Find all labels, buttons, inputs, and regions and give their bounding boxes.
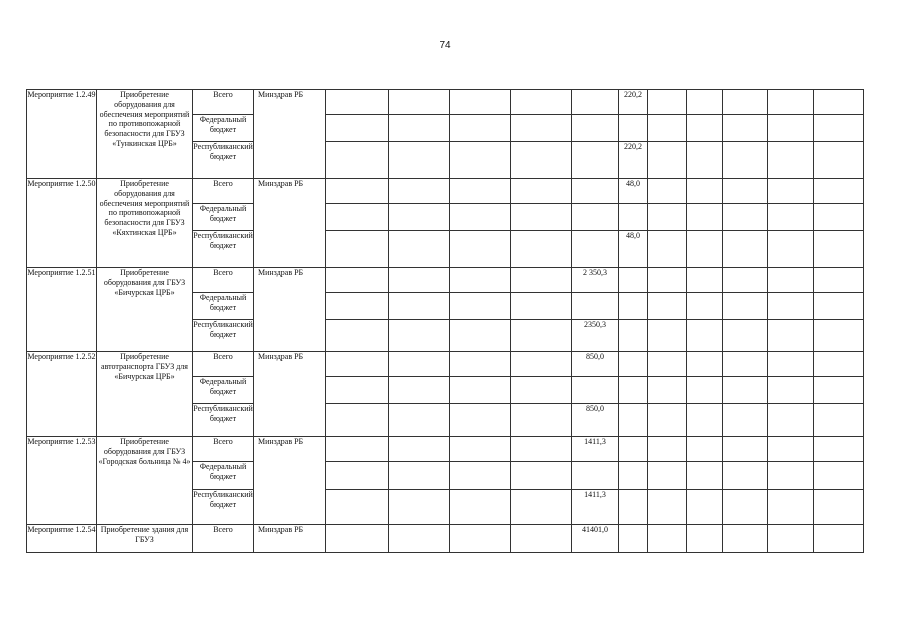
table-row xyxy=(27,352,864,377)
empty-cell xyxy=(389,268,450,293)
empty-cell xyxy=(511,142,572,179)
value-cell: 48,0 xyxy=(619,231,648,268)
value-cell: 850,0 xyxy=(572,404,619,437)
value-cell: 48,0 xyxy=(619,179,648,204)
empty-cell xyxy=(450,90,511,115)
value-cell xyxy=(619,525,648,553)
empty-cell xyxy=(687,204,723,231)
empty-cell xyxy=(723,142,768,179)
value-cell xyxy=(572,231,619,268)
empty-cell xyxy=(450,525,511,553)
empty-cell xyxy=(723,90,768,115)
empty-cell xyxy=(450,404,511,437)
executor-cell: Минздрав РБ xyxy=(254,268,326,352)
empty-cell xyxy=(648,204,687,231)
empty-cell xyxy=(389,179,450,204)
empty-cell xyxy=(450,462,511,490)
empty-cell xyxy=(326,115,389,142)
empty-cell xyxy=(814,404,864,437)
funding-source-cell: Республиканский бюджет xyxy=(193,320,254,352)
empty-cell xyxy=(814,377,864,404)
table-row xyxy=(27,268,864,293)
event-name-cell: Приобретение оборудования для обеспечения мероприятий по противопожарной безопасности для ГБУЗ «Кяхтинская ЦРБ» xyxy=(97,179,193,268)
value-cell: 2 350,3 xyxy=(572,268,619,293)
event-id-cell: Мероприятие 1.2.53 xyxy=(27,437,97,525)
empty-cell xyxy=(511,377,572,404)
empty-cell xyxy=(511,404,572,437)
funding-source-cell: Федеральный бюджет xyxy=(193,293,254,320)
empty-cell xyxy=(326,231,389,268)
empty-cell xyxy=(723,204,768,231)
funding-source-cell: Республиканский бюджет xyxy=(193,490,254,525)
empty-cell xyxy=(814,204,864,231)
empty-cell xyxy=(723,437,768,462)
empty-cell xyxy=(450,490,511,525)
empty-cell xyxy=(450,293,511,320)
empty-cell xyxy=(389,293,450,320)
value-cell xyxy=(619,320,648,352)
empty-cell xyxy=(450,377,511,404)
empty-cell xyxy=(648,404,687,437)
empty-cell xyxy=(648,115,687,142)
value-cell xyxy=(619,352,648,377)
value-cell xyxy=(619,293,648,320)
empty-cell xyxy=(511,437,572,462)
empty-cell xyxy=(814,490,864,525)
value-cell xyxy=(619,404,648,437)
executor-cell: Минздрав РБ xyxy=(254,525,326,553)
empty-cell xyxy=(450,320,511,352)
empty-cell xyxy=(648,90,687,115)
empty-cell xyxy=(723,231,768,268)
empty-cell xyxy=(326,490,389,525)
empty-cell xyxy=(768,268,814,293)
empty-cell xyxy=(326,142,389,179)
empty-cell xyxy=(389,90,450,115)
funding-source-cell: Федеральный бюджет xyxy=(193,115,254,142)
empty-cell xyxy=(648,231,687,268)
funding-source-cell: Всего xyxy=(193,179,254,204)
empty-cell xyxy=(768,115,814,142)
funding-source-cell: Федеральный бюджет xyxy=(193,204,254,231)
empty-cell xyxy=(389,115,450,142)
value-cell xyxy=(572,377,619,404)
empty-cell xyxy=(450,352,511,377)
empty-cell xyxy=(687,462,723,490)
empty-cell xyxy=(723,462,768,490)
empty-cell xyxy=(814,437,864,462)
empty-cell xyxy=(814,462,864,490)
empty-cell xyxy=(814,142,864,179)
empty-cell xyxy=(648,437,687,462)
event-name-cell: Приобретение оборудования для ГБУЗ «Городская больница № 4» xyxy=(97,437,193,525)
empty-cell xyxy=(389,525,450,553)
empty-cell xyxy=(768,352,814,377)
empty-cell xyxy=(687,142,723,179)
event-id-cell: Мероприятие 1.2.51 xyxy=(27,268,97,352)
empty-cell xyxy=(389,377,450,404)
empty-cell xyxy=(389,320,450,352)
empty-cell xyxy=(326,437,389,462)
empty-cell xyxy=(687,490,723,525)
empty-cell xyxy=(768,320,814,352)
empty-cell xyxy=(814,179,864,204)
value-cell: 1411,3 xyxy=(572,437,619,462)
empty-cell xyxy=(511,352,572,377)
empty-cell xyxy=(389,142,450,179)
value-cell xyxy=(619,377,648,404)
empty-cell xyxy=(687,352,723,377)
empty-cell xyxy=(723,320,768,352)
funding-source-cell: Всего xyxy=(193,352,254,377)
empty-cell xyxy=(450,179,511,204)
empty-cell xyxy=(326,525,389,553)
empty-cell xyxy=(723,352,768,377)
funding-source-cell: Всего xyxy=(193,525,254,553)
empty-cell xyxy=(723,115,768,142)
value-cell xyxy=(572,142,619,179)
value-cell xyxy=(619,204,648,231)
executor-cell: Минздрав РБ xyxy=(254,90,326,179)
empty-cell xyxy=(450,204,511,231)
event-name-cell: Приобретение оборудования для обеспечения мероприятий по противопожарной безопасности для ГБУЗ «Тункинская ЦРБ» xyxy=(97,90,193,179)
empty-cell xyxy=(723,490,768,525)
table-row xyxy=(27,525,864,553)
empty-cell xyxy=(648,268,687,293)
value-cell xyxy=(619,115,648,142)
empty-cell xyxy=(389,462,450,490)
empty-cell xyxy=(389,204,450,231)
empty-cell xyxy=(648,377,687,404)
empty-cell xyxy=(687,320,723,352)
empty-cell xyxy=(511,268,572,293)
budget-table xyxy=(26,89,864,553)
value-cell: 850,0 xyxy=(572,352,619,377)
empty-cell xyxy=(814,320,864,352)
funding-source-cell: Республиканский бюджет xyxy=(193,404,254,437)
empty-cell xyxy=(648,352,687,377)
event-id-cell: Мероприятие 1.2.52 xyxy=(27,352,97,437)
event-name-cell: Приобретение здания для ГБУЗ xyxy=(97,525,193,553)
empty-cell xyxy=(768,490,814,525)
empty-cell xyxy=(326,404,389,437)
empty-cell xyxy=(511,231,572,268)
executor-cell: Минздрав РБ xyxy=(254,437,326,525)
empty-cell xyxy=(687,268,723,293)
empty-cell xyxy=(648,142,687,179)
event-id-cell: Мероприятие 1.2.54 xyxy=(27,525,97,553)
empty-cell xyxy=(326,268,389,293)
empty-cell xyxy=(723,179,768,204)
executor-cell: Минздрав РБ xyxy=(254,352,326,437)
empty-cell xyxy=(450,437,511,462)
value-cell xyxy=(619,268,648,293)
empty-cell xyxy=(389,231,450,268)
value-cell xyxy=(619,462,648,490)
empty-cell xyxy=(723,293,768,320)
empty-cell xyxy=(511,490,572,525)
funding-source-cell: Всего xyxy=(193,268,254,293)
value-cell xyxy=(572,179,619,204)
value-cell xyxy=(572,293,619,320)
event-id-cell: Мероприятие 1.2.50 xyxy=(27,179,97,268)
value-cell xyxy=(572,462,619,490)
empty-cell xyxy=(326,352,389,377)
funding-source-cell: Федеральный бюджет xyxy=(193,462,254,490)
empty-cell xyxy=(687,377,723,404)
empty-cell xyxy=(814,525,864,553)
event-name-cell: Приобретение оборудования для ГБУЗ «Бичурская ЦРБ» xyxy=(97,268,193,352)
empty-cell xyxy=(814,231,864,268)
empty-cell xyxy=(450,142,511,179)
empty-cell xyxy=(768,404,814,437)
empty-cell xyxy=(814,115,864,142)
empty-cell xyxy=(687,404,723,437)
value-cell xyxy=(619,490,648,525)
empty-cell xyxy=(326,204,389,231)
empty-cell xyxy=(723,377,768,404)
empty-cell xyxy=(648,179,687,204)
empty-cell xyxy=(511,204,572,231)
empty-cell xyxy=(450,231,511,268)
executor-cell: Минздрав РБ xyxy=(254,179,326,268)
empty-cell xyxy=(326,320,389,352)
empty-cell xyxy=(511,90,572,115)
empty-cell xyxy=(687,90,723,115)
empty-cell xyxy=(723,268,768,293)
empty-cell xyxy=(814,293,864,320)
value-cell xyxy=(572,90,619,115)
value-cell xyxy=(572,115,619,142)
empty-cell xyxy=(450,115,511,142)
value-cell: 41401,0 xyxy=(572,525,619,553)
empty-cell xyxy=(511,462,572,490)
empty-cell xyxy=(687,231,723,268)
empty-cell xyxy=(768,179,814,204)
empty-cell xyxy=(768,437,814,462)
empty-cell xyxy=(814,352,864,377)
value-cell xyxy=(572,204,619,231)
empty-cell xyxy=(768,204,814,231)
empty-cell xyxy=(768,293,814,320)
funding-source-cell: Республиканский бюджет xyxy=(193,142,254,179)
empty-cell xyxy=(768,142,814,179)
empty-cell xyxy=(687,525,723,553)
empty-cell xyxy=(723,525,768,553)
empty-cell xyxy=(768,90,814,115)
empty-cell xyxy=(511,179,572,204)
empty-cell xyxy=(687,115,723,142)
empty-cell xyxy=(723,404,768,437)
empty-cell xyxy=(648,490,687,525)
empty-cell xyxy=(326,293,389,320)
empty-cell xyxy=(511,320,572,352)
empty-cell xyxy=(648,525,687,553)
empty-cell xyxy=(768,231,814,268)
empty-cell xyxy=(389,352,450,377)
funding-source-cell: Федеральный бюджет xyxy=(193,377,254,404)
empty-cell xyxy=(511,293,572,320)
empty-cell xyxy=(450,268,511,293)
table-row xyxy=(27,90,864,115)
funding-source-cell: Республиканский бюджет xyxy=(193,231,254,268)
empty-cell xyxy=(389,437,450,462)
empty-cell xyxy=(768,462,814,490)
empty-cell xyxy=(814,90,864,115)
value-cell: 220,2 xyxy=(619,90,648,115)
empty-cell xyxy=(648,293,687,320)
page-number: 74 xyxy=(439,40,451,51)
empty-cell xyxy=(389,404,450,437)
empty-cell xyxy=(768,525,814,553)
value-cell xyxy=(619,437,648,462)
empty-cell xyxy=(326,90,389,115)
empty-cell xyxy=(648,320,687,352)
empty-cell xyxy=(687,179,723,204)
empty-cell xyxy=(326,179,389,204)
empty-cell xyxy=(389,490,450,525)
event-id-cell: Мероприятие 1.2.49 xyxy=(27,90,97,179)
empty-cell xyxy=(814,268,864,293)
empty-cell xyxy=(687,437,723,462)
value-cell: 2350,3 xyxy=(572,320,619,352)
empty-cell xyxy=(687,293,723,320)
table-row xyxy=(27,437,864,462)
empty-cell xyxy=(768,377,814,404)
table-row xyxy=(27,179,864,204)
value-cell: 1411,3 xyxy=(572,490,619,525)
funding-source-cell: Всего xyxy=(193,437,254,462)
empty-cell xyxy=(326,462,389,490)
empty-cell xyxy=(511,525,572,553)
empty-cell xyxy=(511,115,572,142)
funding-source-cell: Всего xyxy=(193,90,254,115)
empty-cell xyxy=(648,462,687,490)
value-cell: 220,2 xyxy=(619,142,648,179)
empty-cell xyxy=(326,377,389,404)
event-name-cell: Приобретение автотранспорта ГБУЗ для «Бичурская ЦРБ» xyxy=(97,352,193,437)
